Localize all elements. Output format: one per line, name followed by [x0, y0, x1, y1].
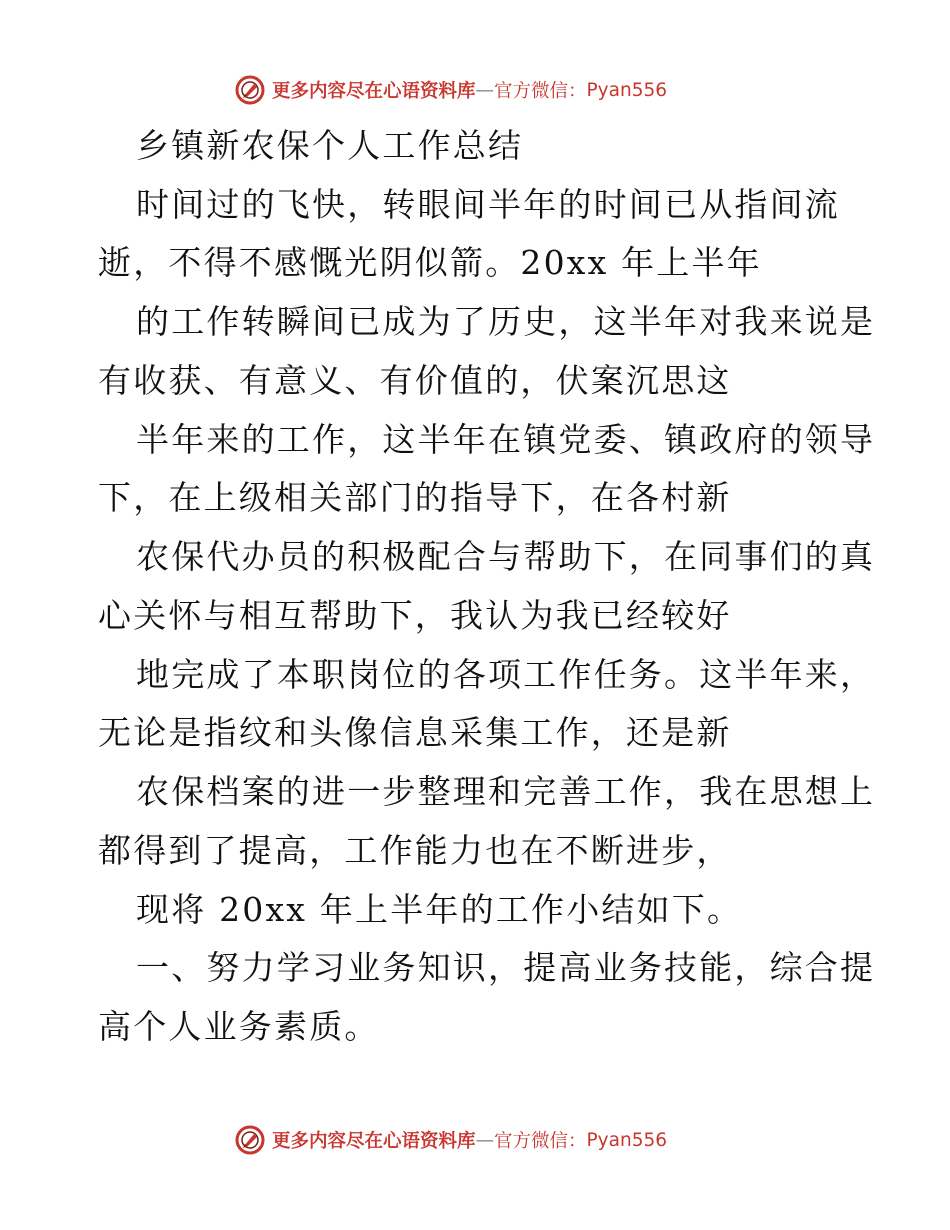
paragraph-line: 农保档案的进一步整理和完善工作，我在思想上: [136, 772, 876, 811]
watermark-dash: —: [475, 79, 495, 101]
watermark-dash: —: [475, 1129, 495, 1151]
footer-watermark: [234, 1122, 667, 1158]
paragraph-line: 有收获、有意义、有价值的，伏案沉思这: [98, 361, 732, 400]
paragraph-line: 地完成了本职岗位的各项工作任务。这半年来，: [136, 655, 876, 694]
pen-nib-circle-icon: [234, 74, 266, 106]
watermark-site-name: 更多内容尽在心语资料库: [272, 81, 476, 102]
header-watermark: [234, 72, 667, 108]
section-heading: 一、努力学习业务知识，提高业务技能，综合提: [136, 948, 876, 987]
paragraph-line: 现将 20xx 年上半年的工作小结如下。: [136, 890, 743, 929]
section-heading: 高个人业务素质。: [98, 1007, 380, 1046]
watermark-wechat-handle: Pyan556: [586, 1129, 668, 1151]
document-title: 乡镇新农保个人工作总结: [136, 126, 524, 165]
watermark-wechat-handle: Pyan556: [586, 79, 668, 101]
paragraph-line: 下，在上级相关部门的指导下，在各村新: [98, 478, 732, 517]
watermark-wechat-label: 官方微信：: [494, 1131, 587, 1152]
paragraph-line: 心关怀与相互帮助下，我认为我已经较好: [98, 596, 732, 635]
paragraph-line: 农保代办员的积极配合与帮助下，在同事们的真: [136, 537, 876, 576]
paragraph-line: 时间过的飞快，转眼间半年的时间已从指间流: [136, 185, 840, 224]
paragraph-line: 都得到了提高，工作能力也在不断进步，: [98, 831, 732, 870]
watermark-site-name: 更多内容尽在心语资料库: [272, 1131, 476, 1152]
paragraph-line: 的工作转瞬间已成为了历史，这半年对我来说是: [136, 302, 876, 341]
paragraph-line: 逝，不得不感慨光阴似箭。20xx 年上半年: [98, 243, 762, 282]
pen-nib-circle-icon: [234, 1124, 266, 1156]
paragraph-line: 半年来的工作，这半年在镇党委、镇政府的领导: [136, 420, 876, 459]
watermark-wechat-label: 官方微信：: [494, 81, 587, 102]
paragraph-line: 无论是指纹和头像信息采集工作，还是新: [98, 713, 732, 752]
